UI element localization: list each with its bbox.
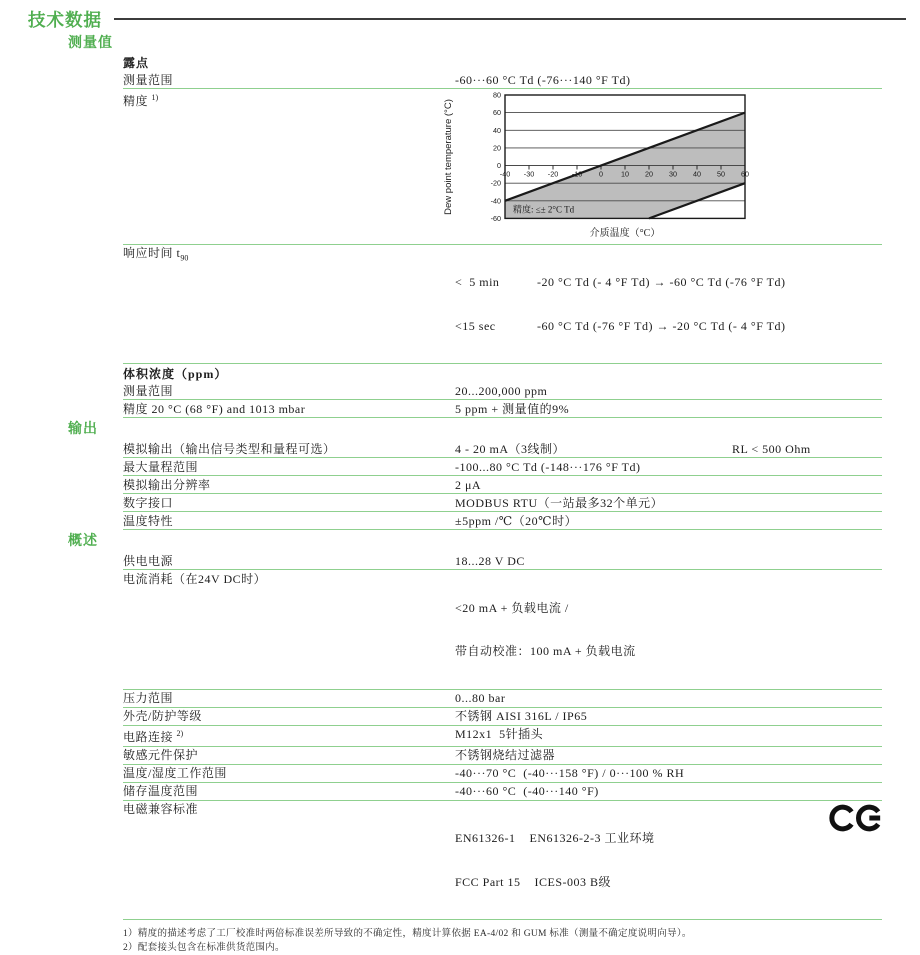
row-extra-value: RL < 500 Ohm [732,441,811,456]
row-label: 测量范围 [123,383,174,398]
row-label: 数字接口 [123,495,174,510]
row-label [123,246,455,266]
row-label: 敏感元件保护 [123,748,199,762]
svg-text:10: 10 [621,169,629,178]
response-time-label: 响应时间 t [123,246,181,260]
table-row [123,494,882,512]
row-value: -40···70 °C (-40···158 °F) / 0···100 % RH [455,766,685,780]
svg-text:-60: -60 [490,213,501,223]
measured-values-content [123,55,882,418]
response-range-value: -60 °C Td (-76 °F Td) → -20 °C Td (- 4 °F Td) [537,318,786,333]
row-value: 18...28 V DC [455,553,525,568]
table-row [123,476,882,494]
row-value-multiline [455,572,882,688]
table-row [123,783,882,801]
response-time-value: <15 sec [455,318,496,333]
chart-svg [440,91,762,243]
svg-text:0: 0 [497,160,501,170]
footnote-marker-2: 2) [176,729,184,738]
y-tick-labels [491,90,501,222]
table-row [123,245,882,365]
row-value: 2 μA [455,477,482,492]
dewpoint-accuracy-chart [440,91,882,243]
row-value-line1: EN61326-1 EN61326-2-3 工业环境 [455,831,655,845]
ce-mark-container [822,802,882,834]
table-row [123,458,882,476]
response-time-values [455,246,882,362]
dewpoint-subtitle: 露点 [123,56,150,70]
svg-text:-20: -20 [490,178,501,188]
row-value: 不锈钢 AISI 316L / IP65 [455,709,588,723]
row-value: 0...80 bar [455,691,506,705]
row-value: 4 - 20 mA（3线制） [455,441,565,456]
chart-accuracy-annotation: 精度: ≤± 2°C Td [513,204,575,214]
general-content [123,552,882,920]
row-value: 不锈钢烧结过滤器 [455,748,556,762]
row-value: 20...200,000 ppm [455,383,548,398]
svg-text:0: 0 [599,169,603,178]
response-range-value: -20 °C Td (- 4 °F Td) → -60 °C Td (-76 °F Td) [537,275,786,289]
title-rule-divider [114,18,906,20]
response-line [455,275,882,290]
svg-text:-30: -30 [523,169,535,178]
page-title: 技术数据 [28,9,102,30]
svg-text:-40: -40 [490,195,501,205]
svg-text:60: 60 [493,107,501,117]
svg-text:-40: -40 [499,169,511,178]
row-value: -60···60 °C Td (-76···140 °F Td) [455,72,631,87]
footnote-2: 2）配套接头包含在标准供货范围内。 [123,943,285,953]
section-heading-measured-values: 测量值 [68,36,113,51]
row-label: 压力范围 [123,691,174,705]
table-row [123,801,882,921]
row-label [123,727,455,745]
svg-text:20: 20 [493,142,501,152]
row-label: 模拟输出（输出信号类型和量程可选） [123,441,336,456]
table-row [123,747,882,765]
row-label: 温度特性 [123,513,174,528]
row-value: 5 ppm + 测量值的9% [455,401,570,416]
row-value-multiline [455,802,822,918]
row-label: 供电电源 [123,553,174,568]
row-label: 电磁兼容标准 [123,802,199,816]
circuit-connection-label: 电路连接 [123,730,177,744]
table-row [123,89,882,245]
row-label: 温度/湿度工作范围 [123,766,227,780]
table-row [123,382,882,400]
svg-text:50: 50 [717,169,725,178]
row-label: 测量范围 [123,72,174,87]
row-value: MODBUS RTU（一站最多32个单元） [455,495,664,510]
section-heading-general: 概述 [68,534,98,549]
page-header [28,6,906,32]
svg-text:80: 80 [493,90,501,99]
table-row [123,690,882,708]
ppm-subtitle: 体积浓度（ppm） [123,367,228,381]
row-label: 外壳/防护等级 [123,709,202,723]
section-heading-output: 输出 [68,422,98,437]
row-value-line1: <20 mA + 负载电流 / [455,600,569,615]
row-value: -100...80 °C Td (-148···176 °F Td) [455,459,641,474]
table-row [123,440,882,458]
table-row [123,570,882,690]
row-label: 精度 20 °C (68 °F) and 1013 mbar [123,401,306,416]
row-value: M12x1 5针插头 [455,727,544,741]
row-value-line2: FCC Part 15 ICES-003 B级 [455,874,612,889]
table-row [123,708,882,726]
svg-text:60: 60 [741,169,749,178]
svg-text:40: 40 [493,125,501,135]
footnote-1: 1）精度的描述考虑了工厂校准时两倍标准误差所导致的不确定性，精度计算依据 EA-4/02 和 GUM 标准（测量不确定度说明向导）。 [123,929,692,939]
response-time-subscript: 90 [180,253,189,263]
table-row [123,512,882,530]
svg-text:-20: -20 [547,169,559,178]
response-time-value: < 5 min [455,275,500,289]
table-row [123,400,882,418]
svg-text:40: 40 [693,169,701,178]
x-axis-label: 介质温度（°C） [589,227,661,239]
row-label: 储存温度范围 [123,784,199,798]
table-row [123,726,882,747]
table-row [123,71,882,89]
accuracy-label: 精度 [123,93,152,108]
footnotes [123,927,920,955]
response-line [455,319,882,334]
table-row [123,765,882,783]
svg-text:-10: -10 [571,169,583,178]
ce-mark-icon [830,803,882,833]
row-label: 最大量程范围 [123,459,199,474]
table-row [123,552,882,570]
svg-text:30: 30 [669,169,677,178]
row-value: -40···60 °C (-40···140 °F) [455,784,599,798]
row-label: 电流消耗（在24V DC时） [123,571,267,586]
footnote-marker-1: 1) [151,92,159,102]
y-axis-label: Dew point temperature (°C) [443,98,454,215]
row-value-line2: 带自动校准：100 mA + 负载电流 [455,644,636,658]
row-value: ±5ppm /℃（20℃时） [455,513,578,528]
row-label: 模拟输出分辨率 [123,477,211,492]
svg-text:20: 20 [645,169,653,178]
output-content [123,440,882,530]
row-label [123,91,455,109]
